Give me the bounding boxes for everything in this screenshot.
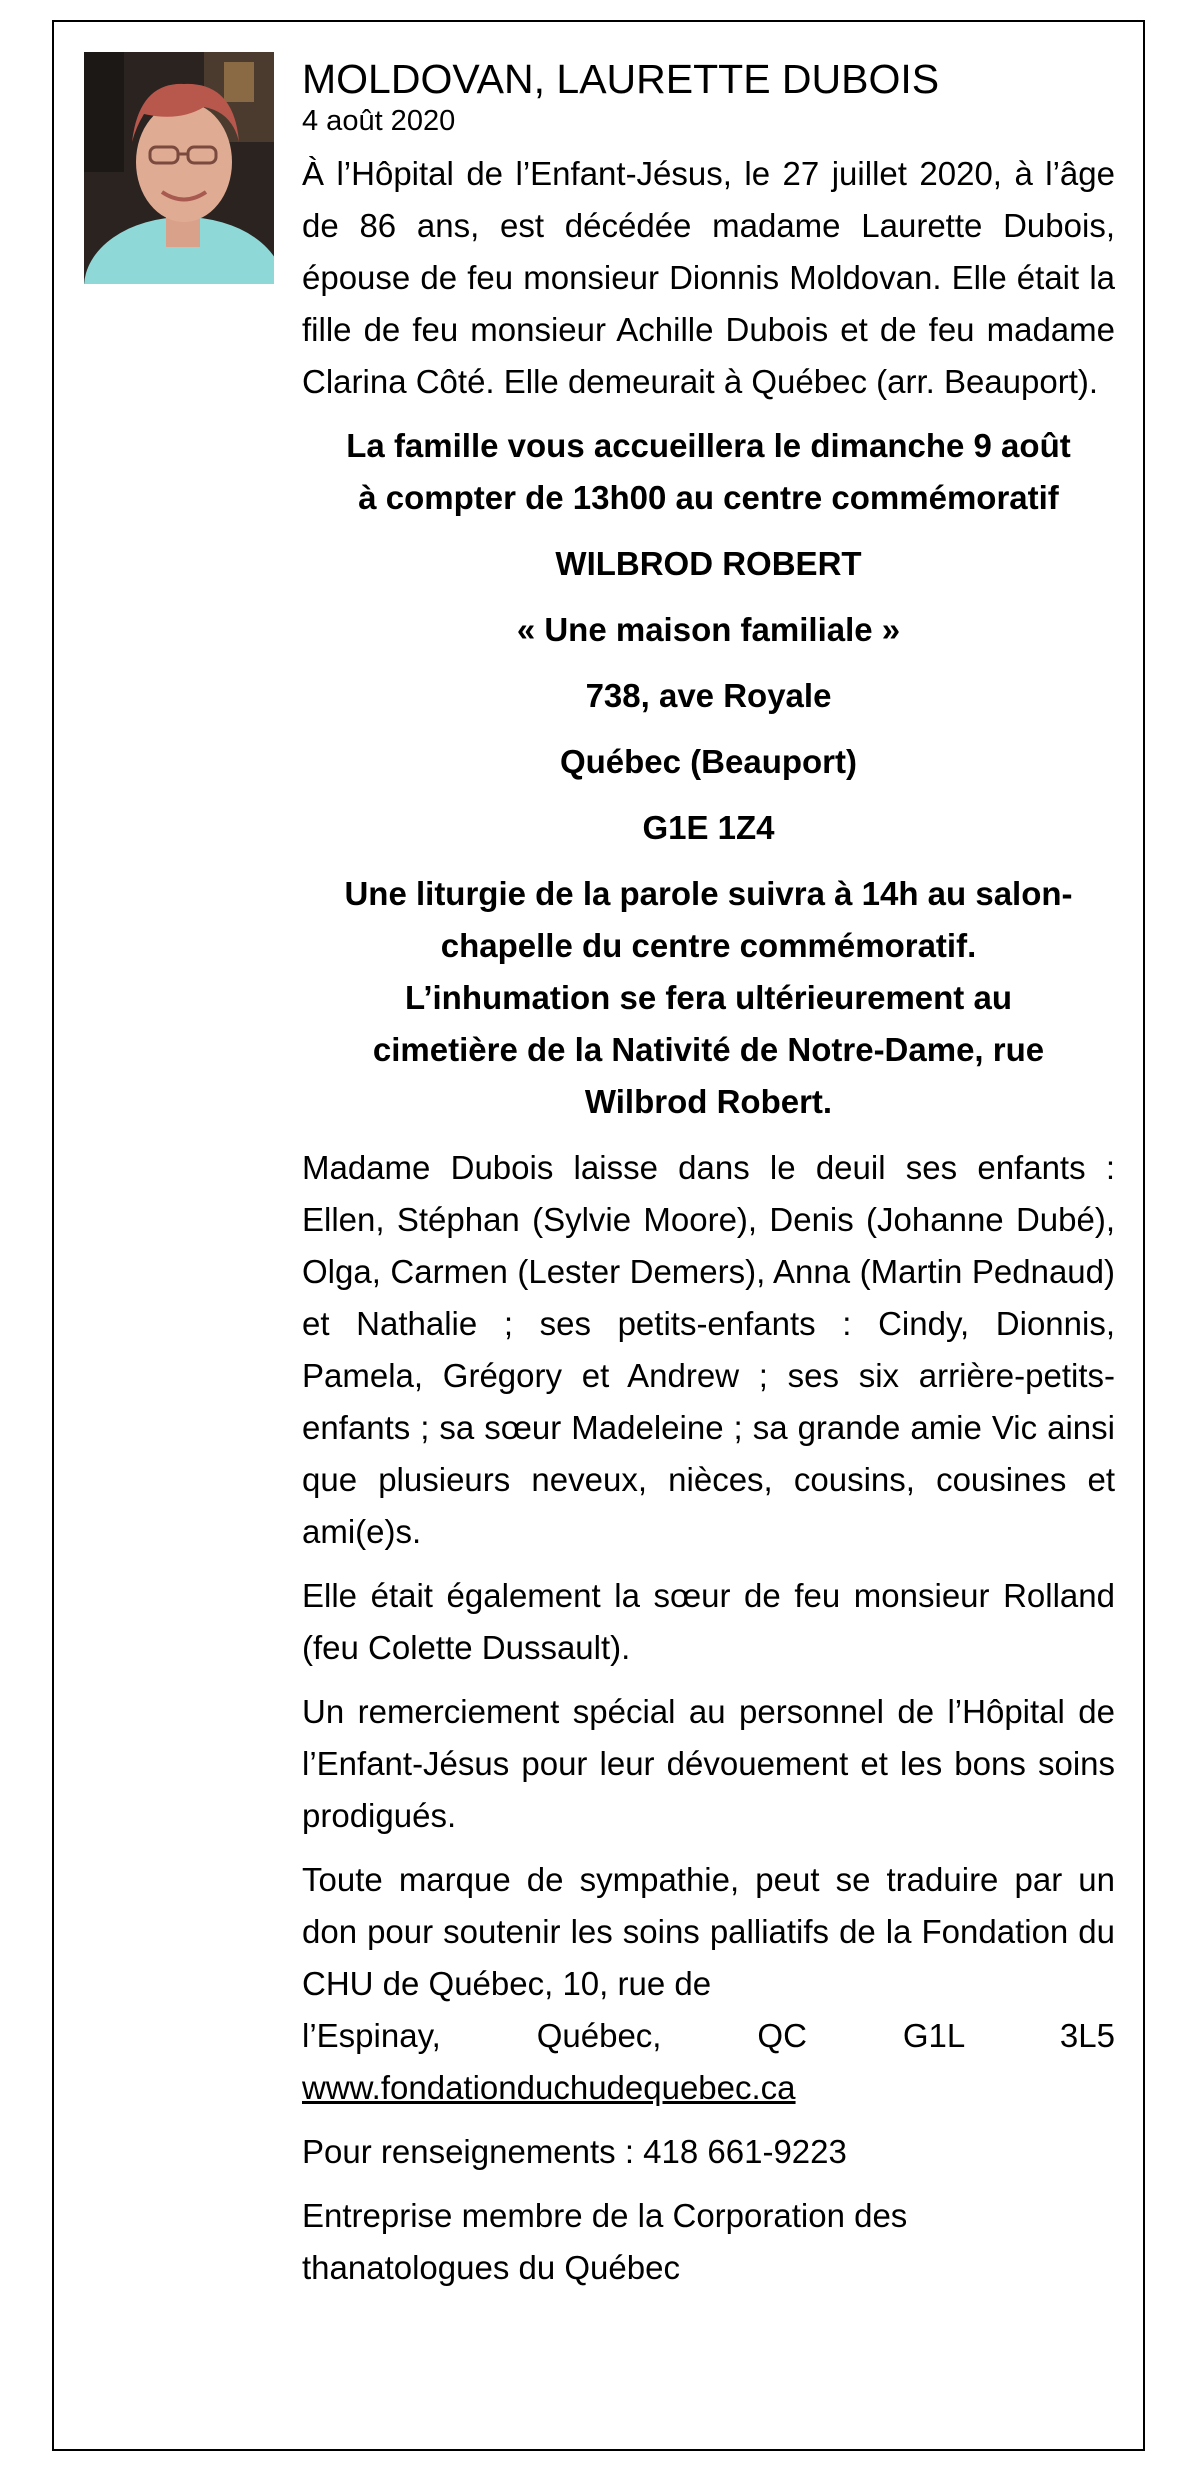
donation-text: Toute marque de sympathie, peut se traduire par un don pour soutenir les soins palliatifs de la Fondation du CHU de Québec, 10, rue de <box>302 1861 1115 2002</box>
deceased-name: MOLDOVAN, LAURETTE DUBOIS <box>302 56 940 102</box>
publication-date: 4 août 2020 <box>302 105 456 137</box>
funeral-home-tagline: « Une maison familiale » <box>516 611 901 648</box>
sibling-paragraph: Elle était également la sœur de feu monsieur Rolland (feu Colette Dussault). <box>302 1577 1115 1666</box>
visitation-line-1: La famille vous accueillera le dimanche 9 août <box>346 427 1071 464</box>
visitation-block <box>302 420 1115 854</box>
liturgy-block <box>302 868 1115 1128</box>
liturgy-line-3: L’inhumation se fera ultérieurement au <box>405 979 1012 1016</box>
member-line: Entreprise membre de la Corporation des thanatologues du Québec <box>302 2197 908 2286</box>
liturgy-line-1: Une liturgie de la parole suivra à 14h au salon- <box>344 875 1073 912</box>
info-line: Pour renseignements : 418 661-9223 <box>302 2133 847 2170</box>
liturgy-line-2: chapelle du centre commémoratif. <box>440 927 977 964</box>
intro-paragraph: À l’Hôpital de l’Enfant-Jésus, le 27 juillet 2020, à l’âge de 86 ans, est décédée madame Laurette Dubois, épouse de feu monsieur Dionnis Moldovan. Elle était la fille de feu monsieur Achille Dubois et de feu madame Clarina Côté. Elle demeurait à Québec (arr. Beauport). <box>302 155 1115 400</box>
funeral-home-name: WILBROD ROBERT <box>555 545 862 582</box>
survivors-paragraph: Madame Dubois laisse dans le deuil ses enfants : Ellen, Stéphan (Sylvie Moore), Denis (Johanne Dubé), Olga, Carmen (Lester Demers), Anna (Martin Pednaud) et Nathalie ; ses petits-enfants : Cindy, Dionnis, Pamela, Grégory et Andrew ; ses six arrière-petits-enfants ; sa sœur Madeleine ; sa grande amie Vic ainsi que plusieurs neveux, nièces, cousins, cousines et ami(e)s. <box>302 1149 1115 1550</box>
donation-link[interactable]: www.fondationduchudequebec.ca <box>302 2069 796 2106</box>
donation-address: l’Espinay, Québec, QC G1L 3L5 <box>302 2017 1115 2054</box>
thanks-paragraph: Un remerciement spécial au personnel de l’Hôpital de l’Enfant-Jésus pour leur dévouement et les bons soins prodigués. <box>302 1693 1115 1834</box>
portrait-photo <box>84 52 274 284</box>
funeral-home-postal: G1E 1Z4 <box>642 809 775 846</box>
liturgy-line-4: cimetière de la Nativité de Notre-Dame, rue <box>372 1031 1045 1068</box>
liturgy-line-5: Wilbrod Robert. <box>584 1083 833 1120</box>
visitation-line-2: à compter de 13h00 au centre commémoratif <box>358 479 1059 516</box>
funeral-home-street: 738, ave Royale <box>585 677 832 714</box>
donation-paragraph <box>302 1854 1115 2114</box>
obituary-content <box>302 52 1115 2306</box>
obituary-frame <box>52 20 1145 2451</box>
funeral-home-city: Québec (Beauport) <box>559 743 858 780</box>
